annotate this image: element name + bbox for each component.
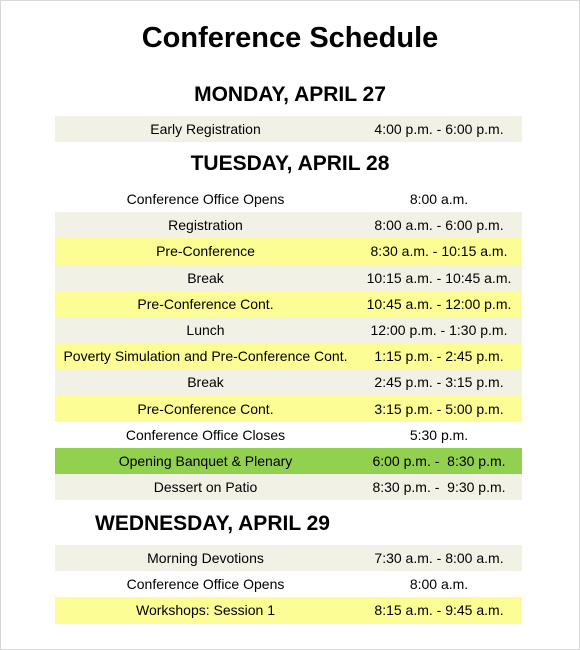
event-name: Workshops: Session 1 [135,602,276,619]
event-time: 4:00 p.m. - 6:00 p.m. [374,121,504,138]
event-name: Conference Office Opens [126,191,285,208]
schedule-row [55,343,522,369]
event-name: Break [187,374,224,391]
event-time: 8:00 a.m. [409,191,469,208]
schedule-row [55,597,522,623]
event-time: 12:00 p.m. - 1:30 p.m. [370,322,508,339]
schedule-row [55,317,522,343]
event-name: Poverty Simulation and Pre-Conference Cont. [63,348,348,365]
schedule-monday [55,116,522,142]
event-name: Conference Office Opens [126,576,285,593]
event-time: 8:00 a.m. [409,576,469,593]
event-time: 10:15 a.m. - 10:45 a.m. [366,269,512,286]
schedule-row [55,448,522,474]
schedule-tuesday [55,186,522,500]
event-name: Early Registration [150,121,261,138]
schedule-row [55,422,522,448]
schedule-row [55,291,522,317]
event-name: Pre-Conference Cont. [137,295,274,312]
event-name: Registration [168,217,243,234]
day-heading-tuesday: TUESDAY, APRIL 28 [190,152,390,175]
event-time: 8:30 a.m. - 10:15 a.m. [370,243,508,260]
event-time: 8:30 p.m. - 9:30 p.m. [372,479,506,496]
schedule-row [55,238,522,264]
event-name: Break [187,269,224,286]
day-heading-wednesday: WEDNESDAY, APRIL 29 [95,512,330,535]
event-name: Pre-Conference Cont. [137,400,274,417]
schedule-row [55,116,522,142]
schedule-row [55,396,522,422]
event-name: Lunch [186,322,225,339]
schedule-row [55,474,522,500]
event-time: 8:00 a.m. - 6:00 p.m. [374,217,504,234]
event-name: Morning Devotions [147,550,264,567]
schedule-row [55,265,522,291]
page-title: Conference Schedule [141,22,439,54]
event-time: 2:45 p.m. - 3:15 p.m. [374,374,504,391]
event-name: Opening Banquet & Plenary [118,452,293,469]
event-name: Dessert on Patio [153,479,258,496]
event-time: 5:30 p.m. [409,426,469,443]
event-time: 8:15 a.m. - 9:45 a.m. [374,602,504,619]
event-time: 6:00 p.m. - 8:30 p.m. [372,452,506,469]
event-name: Pre-Conference [156,243,255,260]
event-time: 10:45 a.m. - 12:00 p.m. [366,295,512,312]
event-time: 3:15 p.m. - 5:00 p.m. [374,400,504,417]
schedule-row [55,571,522,597]
schedule-row [55,212,522,238]
schedule-row [55,545,522,571]
event-time: 7:30 a.m. - 8:00 a.m. [374,550,504,567]
event-name: Conference Office Closes [125,426,286,443]
day-heading-monday: MONDAY, APRIL 27 [194,83,386,106]
schedule-row [55,186,522,212]
event-time: 1:15 p.m. - 2:45 p.m. [374,348,504,365]
schedule-row [55,369,522,395]
schedule-wednesday [55,545,522,624]
